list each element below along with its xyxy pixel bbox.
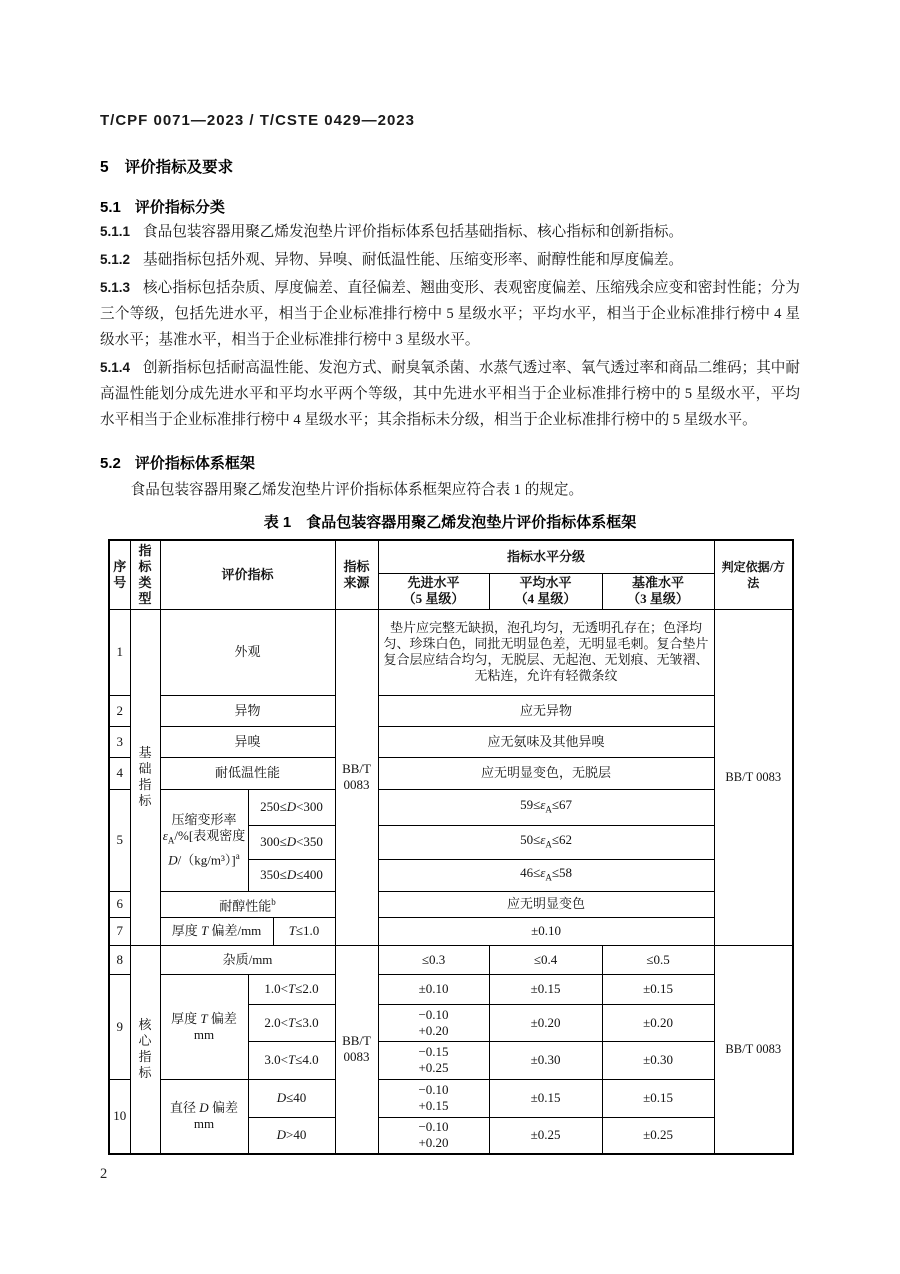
row3-seq: 3 — [109, 726, 130, 757]
row6-seq: 6 — [109, 891, 130, 917]
row9c-condition: 3.0<T≤4.0 — [248, 1041, 335, 1079]
row9b-baseline: ±0.20 — [602, 1004, 714, 1041]
row10b-baseline: ±0.25 — [602, 1117, 714, 1154]
row5c-condition: 350≤D≤400 — [248, 859, 335, 891]
indicator-framework-table — [108, 539, 794, 1155]
row2-seq: 2 — [109, 695, 130, 726]
table-1-caption: 表 1 食品包装容器用聚乙烯发泡垫片评价指标体系框架 — [263, 514, 637, 531]
table-row-6 — [109, 891, 793, 917]
clause-text: 核心指标包括杂质、厚度偏差、直径偏差、翘曲变形、表观密度偏差、压缩残余应变和密封性能；分为三个等级，包括先进水平，相当于企业标准排行榜中 5 星级水平；平均水平，相当于企业标准排行榜中 4 星级水平；基准水平，相当于企业标准排行榜中 3 星级水平。 — [100, 280, 800, 348]
row2-requirement: 应无异物 — [378, 695, 714, 726]
row8-seq: 8 — [109, 945, 130, 974]
page-number: 2 — [100, 1166, 108, 1182]
row7-condition: T≤1.0 — [273, 917, 335, 945]
table-row-7 — [109, 917, 793, 945]
row5-indicator: 压缩变形率 $\varepsilon_A/\%$[表观密度 D/（kg/m³）]$^a$ — [160, 789, 248, 891]
row9c-advanced: −0.15 +0.25 — [378, 1041, 489, 1079]
row5c-requirement: $46\le\varepsilon_A\le 58$ — [378, 859, 714, 891]
row1-seq: 1 — [109, 609, 130, 695]
table-row-4 — [109, 757, 793, 789]
row1-requirement: 垫片应完整无缺损，泡孔均匀，无透明孔存在；色泽均匀、珍珠白色，同批无明显色差，无明显毛刺。复合垫片复合层应结合均匀，无脱层、无起泡、无划痕、无皱褶、无粘连，允许有轻微条纹 — [378, 609, 714, 695]
row6-indicator: 耐醇性能$^b$ — [160, 891, 335, 917]
table-row-5a — [109, 789, 793, 825]
row8-average: ≤0.4 — [489, 945, 602, 974]
header-average-level: 平均水平 （4 星级） — [489, 573, 602, 609]
row10b-condition: D>40 — [248, 1117, 335, 1154]
row2-indicator: 异物 — [160, 695, 335, 726]
clause-number: 5.1.1 — [100, 224, 131, 239]
row9a-condition: 1.0<T≤2.0 — [248, 974, 335, 1004]
row8-baseline: ≤0.5 — [602, 945, 714, 974]
row9c-baseline: ±0.30 — [602, 1041, 714, 1079]
header-advanced-level: 先进水平 （5 星级） — [378, 573, 489, 609]
row1-indicator: 外观 — [160, 609, 335, 695]
row4-seq: 4 — [109, 757, 130, 789]
row9-seq: 9 — [109, 974, 130, 1079]
basis-core: BB/T 0083 — [714, 945, 793, 1154]
row7-requirement: ±0.10 — [378, 917, 714, 945]
row7-seq: 7 — [109, 917, 130, 945]
row9a-advanced: ±0.10 — [378, 974, 489, 1004]
table-row-9a — [109, 974, 793, 1004]
row10a-advanced: −0.10 +0.15 — [378, 1079, 489, 1117]
clause-text: 基础指标包括外观、异物、异嗅、耐低温性能、压缩变形率、耐醇性能和厚度偏差。 — [143, 252, 684, 268]
row3-indicator: 异嗅 — [160, 726, 335, 757]
row10-indicator: 直径 D 偏差 mm — [160, 1079, 248, 1154]
row9b-average: ±0.20 — [489, 1004, 602, 1041]
row6-requirement: 应无明显变色 — [378, 891, 714, 917]
row9b-condition: 2.0<T≤3.0 — [248, 1004, 335, 1041]
header-type: 指标类型 — [130, 540, 160, 609]
row5a-condition: 250≤D<300 — [248, 789, 335, 825]
row8-advanced: ≤0.3 — [378, 945, 489, 974]
row9b-advanced: −0.10 +0.20 — [378, 1004, 489, 1041]
table-row-8 — [109, 945, 793, 974]
row5b-condition: 300≤D<350 — [248, 825, 335, 859]
row9a-baseline: ±0.15 — [602, 974, 714, 1004]
section-title: 评价指标及要求 — [124, 159, 234, 176]
header-basis: 判定依据/方法 — [714, 540, 793, 609]
basis-basic: BB/T 0083 — [714, 609, 793, 945]
clause-number: 5.1.2 — [100, 252, 131, 267]
clause-5-1-4 — [100, 355, 800, 433]
clause-5-1-1 — [100, 219, 800, 245]
row5-seq: 5 — [109, 789, 130, 891]
row10a-baseline: ±0.15 — [602, 1079, 714, 1117]
row4-indicator: 耐低温性能 — [160, 757, 335, 789]
row8-indicator: 杂质/mm — [160, 945, 335, 974]
table-row-2 — [109, 695, 793, 726]
section-title: 评价指标体系框架 — [134, 455, 255, 472]
clause-text: 食品包装容器用聚乙烯发泡垫片评价指标体系框架应符合表 1 的规定。 — [130, 482, 584, 498]
row9-indicator: 厚度 T 偏差 mm — [160, 974, 248, 1079]
standard-number-header: T/CPF 0071—2023 / T/CSTE 0429—2023 — [100, 112, 415, 129]
table-row-1 — [109, 609, 793, 695]
row3-requirement: 应无氨味及其他异嗅 — [378, 726, 714, 757]
header-seq: 序号 — [109, 540, 130, 609]
section-number: 5.2 — [100, 455, 121, 472]
clause-5-2-text — [100, 477, 800, 503]
clause-number: 5.1.4 — [100, 360, 131, 375]
section-number: 5 — [100, 159, 109, 176]
section-5-heading — [100, 155, 800, 177]
table-row-3 — [109, 726, 793, 757]
row10-seq: 10 — [109, 1079, 130, 1154]
row9a-average: ±0.15 — [489, 974, 602, 1004]
clause-number: 5.1.3 — [100, 280, 131, 295]
section-number: 5.1 — [100, 199, 121, 216]
row9c-average: ±0.30 — [489, 1041, 602, 1079]
clause-5-1-3 — [100, 275, 800, 353]
source-core: BB/T 0083 — [335, 945, 378, 1154]
clause-text: 创新指标包括耐高温性能、发泡方式、耐臭氧杀菌、水蒸气透过率、氧气透过率和商品二维码；其中耐高温性能划分成先进水平和平均水平两个等级，其中先进水平相当于企业标准排行榜中的 5 星级水平，平均水平相当于企业标准排行榜中 4 星级水平；其余指标未分级，相当于企业标准排行榜中的 5 星级水平。 — [100, 360, 800, 428]
table-header-row-1 — [109, 540, 793, 573]
clause-text: 食品包装容器用聚乙烯发泡垫片评价指标体系包括基础指标、核心指标和创新指标。 — [143, 224, 684, 240]
row5a-requirement: $59\le\varepsilon_A\le 67$ — [378, 789, 714, 825]
header-grading: 指标水平分级 — [378, 540, 714, 573]
row10b-advanced: −0.10 +0.20 — [378, 1117, 489, 1154]
section-5-2-heading — [100, 452, 800, 473]
row7-indicator: 厚度 T 偏差/mm — [160, 917, 273, 945]
group-basic-indicators: 基础指标 — [130, 609, 160, 945]
row10a-condition: D≤40 — [248, 1079, 335, 1117]
section-5-1-heading — [100, 196, 800, 217]
row10a-average: ±0.15 — [489, 1079, 602, 1117]
row4-requirement: 应无明显变色，无脱层 — [378, 757, 714, 789]
header-source: 指标来源 — [335, 540, 378, 609]
section-title: 评价指标分类 — [134, 199, 225, 216]
header-baseline-level: 基准水平 （3 星级） — [602, 573, 714, 609]
header-indicator: 评价指标 — [160, 540, 335, 609]
source-basic: BB/T 0083 — [335, 609, 378, 945]
row10b-average: ±0.25 — [489, 1117, 602, 1154]
clause-5-1-2 — [100, 247, 800, 273]
row5b-requirement: $50\le\varepsilon_A\le 62$ — [378, 825, 714, 859]
table-row-10a — [109, 1079, 793, 1117]
group-core-indicators: 核心指标 — [130, 945, 160, 1154]
